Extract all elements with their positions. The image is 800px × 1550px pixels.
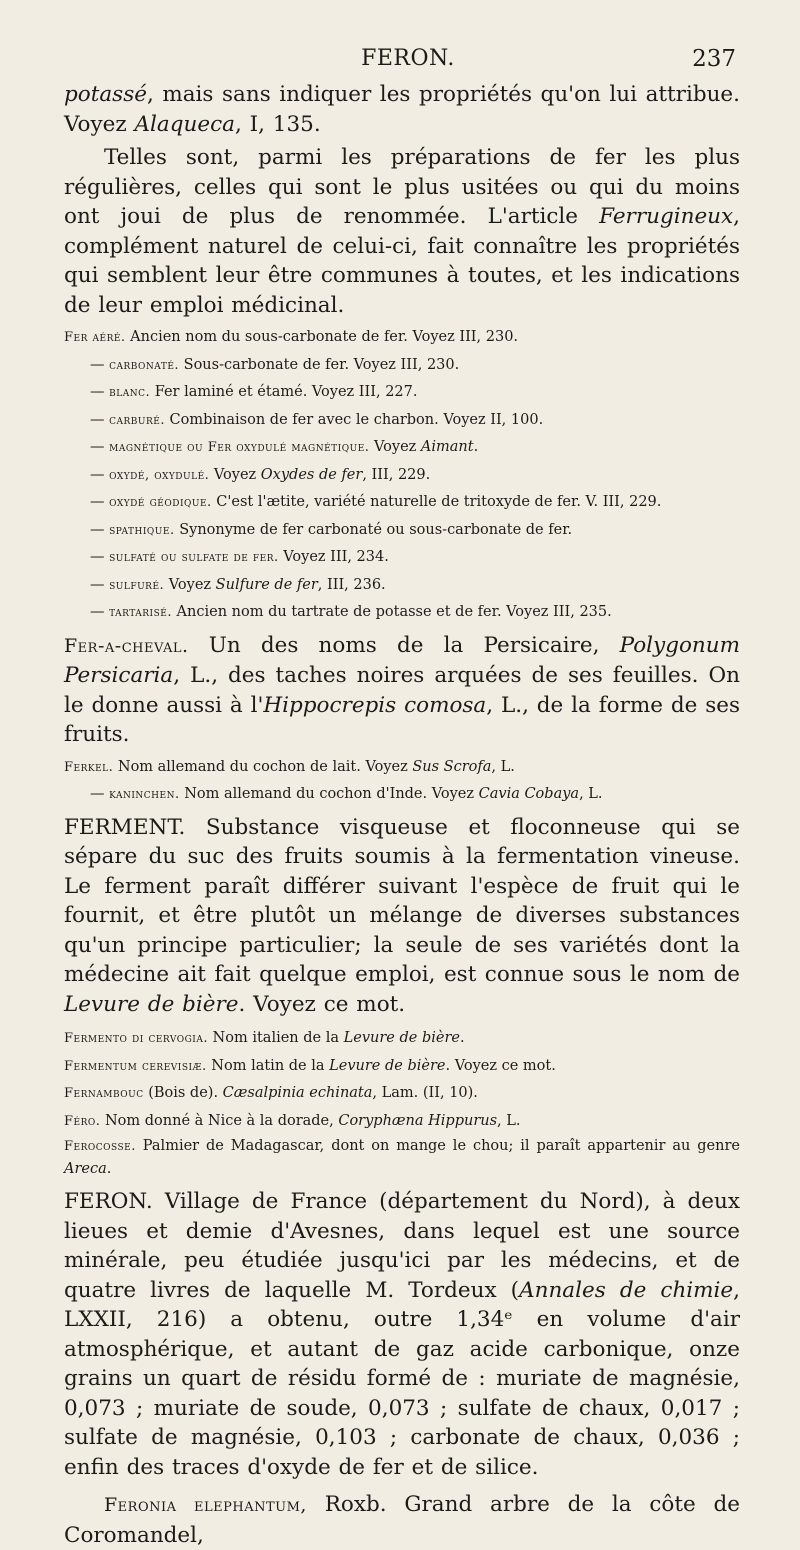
entry-dash: — (90, 356, 105, 373)
entry-fer-oxyde-geodique (64, 489, 740, 517)
paragraph-feronia: Feronia elephantum, Roxb. Grand arbre de la côte de Coromandel, (64, 1492, 740, 1548)
entry-ferkel-kaninchen (64, 781, 740, 809)
entry-fer-oxyde (64, 462, 740, 490)
entry-dash: — (90, 439, 105, 455)
entry-italic: Cavia Cobaya (478, 786, 580, 802)
entry-fero (64, 1108, 740, 1136)
entry-dash: — (90, 384, 105, 400)
entry-text: Voyez III, 234. (278, 549, 389, 565)
entry-fer-sulfure (64, 572, 740, 600)
entry-fer-blanc (64, 379, 740, 407)
entry-fer-aere (64, 324, 740, 352)
entry-fer-magnetique (64, 434, 740, 462)
entry-italic: Cæsalpinia echinata (222, 1085, 373, 1101)
entry-italic: Aimant (420, 439, 474, 455)
entry-tail: , L. (491, 758, 515, 775)
entry-head: Fermento di cervogia. (64, 1031, 208, 1046)
entry-head: sulfuré. (109, 577, 165, 593)
entry-head: oxydé, oxydulé. (109, 467, 210, 483)
entry-fer-carbure (64, 407, 740, 435)
entry-text: Sous-carbonate de fer. Voyez III, 230. (179, 356, 460, 373)
body-text (64, 80, 740, 1550)
entry-tail: , L. (579, 786, 603, 802)
entry-head: Ferocosse. (64, 1139, 136, 1154)
entry-head: magnétique ou Fer oxydulé magnétique. (109, 440, 370, 455)
ferment-entries (64, 1025, 740, 1181)
entry-head: tartarisé. (109, 605, 172, 620)
page-number: 237 (692, 46, 736, 72)
entry-head: Fer aéré. (64, 330, 126, 345)
entry-italic: Levure de bière (329, 1057, 446, 1074)
entry-text: Voyez (369, 439, 421, 455)
entry-head: carbonaté. (109, 357, 180, 373)
entry-head: Fernambouc (64, 1086, 144, 1101)
entry-dash: — (90, 411, 105, 428)
entry-head: spathique. (109, 522, 175, 538)
entry-head: kaninchen. (109, 787, 180, 802)
paragraph-fer-a-cheval: Fer-a-cheval. Un des noms de la Persicaire, Polygonum Persicaria, L., des taches noires arquées de ses feuilles. On le donne aussi à l'Hippocrepis comosa, L., de la forme de ses fruits. (64, 632, 740, 747)
entry-dash: — (90, 549, 105, 565)
entry-tail: , III, 229. (362, 466, 431, 483)
entry-head: carburé. (109, 412, 165, 428)
entry-ferocosse (64, 1135, 740, 1181)
entry-text: (Bois de). (143, 1085, 223, 1101)
entry-tail: . Voyez ce mot. (445, 1057, 556, 1074)
entry-text: Ancien nom du sous-carbonate de fer. Voyez III, 230. (125, 329, 519, 345)
entry-head: Fermentum cerevisiæ. (64, 1058, 207, 1074)
entry-dash: — (90, 521, 105, 538)
entry-head: sulfaté ou sulfate de fer. (109, 550, 279, 565)
entry-text: Nom allemand du cochon de lait. Voyez (113, 758, 413, 775)
entry-tail: , III, 236. (317, 576, 386, 593)
paragraph-preparations: Telles sont, parmi les préparations de fer les plus régulières, celles qui sont le plus usitées ou qui du moins ont joui de plus de renommée. L'article Ferrugineux, complément naturel de celui-ci, fait connaître les propriétés qui semblent leur être communes à toutes, et les indications de leur emploi médicinal. (64, 145, 740, 318)
entry-italic: Oxydes de fer (260, 466, 363, 483)
entry-head: Fer-a-cheval. (64, 634, 189, 657)
entry-text: Voyez (164, 576, 216, 593)
entry-fer-sulfate (64, 544, 740, 572)
entry-text: Nom donné à Nice à la dorade, (100, 1112, 339, 1129)
entry-fer-carbonate (64, 352, 740, 380)
entry-text: Voyez (209, 466, 261, 483)
entry-fer-spathique (64, 517, 740, 545)
entry-text: Nom latin de la (206, 1057, 330, 1074)
entry-italic: Areca (64, 1161, 107, 1177)
entry-head: Ferkel. (64, 759, 114, 775)
entry-head: Feronia elephantum, (104, 1494, 307, 1516)
entry-text: Combinaison de fer avec le charbon. Voyez II, 100. (164, 411, 544, 428)
entry-tail: , Lam. (II, 10). (372, 1085, 478, 1101)
entry-text: Nom italien de la (207, 1030, 344, 1046)
entry-fermentum (64, 1053, 740, 1081)
entry-head: blanc. (109, 385, 151, 400)
entry-tail: . (473, 439, 479, 455)
header-title: FERON. (361, 46, 455, 71)
entry-fernambouc (64, 1080, 740, 1108)
entry-text: Nom allemand du cochon d'Inde. Voyez (179, 786, 479, 802)
entry-ferkel (64, 754, 740, 782)
entry-italic: Sus Scrofa (412, 758, 492, 775)
entry-italic: Coryphæna Hippurus (338, 1112, 498, 1129)
entry-head: FERON. (64, 1189, 153, 1214)
fer-entries (64, 324, 740, 627)
entry-head: FERMENT. (64, 814, 186, 840)
entry-tail: , L. (497, 1112, 521, 1129)
entry-dash: — (90, 494, 105, 510)
entry-dash: — (90, 466, 105, 483)
entry-text: Synonyme de fer carbonaté ou sous-carbonate de fer. (174, 521, 573, 538)
entry-text: C'est l'ætite, variété naturelle de tritoxyde de fer. V. III, 229. (211, 494, 662, 510)
entry-text: Ancien nom du tartrate de potasse et de fer. Voyez III, 235. (171, 604, 612, 620)
paragraph-ferment: FERMENT. Substance visqueuse et floconneuse qui se sépare du suc des fruits soumis à la fermentation vineuse. Le ferment paraît différer suivant l'espèce de fruit qui le fournit, et être plutôt un mélange de diverses substances qu'un principe particulier; la seule de ses variétés dont la médecine ait fait quelque emploi, est connue sous le nom de Levure de bière. Voyez ce mot. (64, 814, 740, 1017)
entry-head: oxydé géodique. (109, 495, 212, 510)
entry-fer-tartarise (64, 599, 740, 627)
entry-dash: — (90, 786, 105, 802)
ferkel-entries (64, 754, 740, 809)
entry-tail: . (106, 1161, 112, 1177)
entry-text: Fer laminé et étamé. Voyez III, 227. (150, 384, 418, 400)
entry-italic: Sulfure de fer (215, 576, 318, 593)
entry-italic: Levure de bière (343, 1030, 460, 1046)
entry-fermento (64, 1025, 740, 1053)
entry-head: Féro. (64, 1113, 101, 1129)
paragraph-feron: FERON. Village de France (département du Nord), à deux lieues et demie d'Avesnes, dans lequel est une source minérale, peu étudiée jusqu'ici par les médecins, et de quatre livres de laquelle M. Tordeux (Annales de chimie, LXXII, 216) a obtenu, outre 1,34ᵉ en volume d'air atmosphérique, et autant de gaz acide carbonique, onze grains un quart de résidu formé de : muriate de magnésie, 0,073 ; muriate de soude, 0,073 ; sulfate de chaux, 0,017 ; sulfate de magnésie, 0,103 ; carbonate de chaux, 0,036 ; enfin des traces d'oxyde de fer et de silice. (64, 1189, 740, 1480)
paragraph-potasse: potassé, mais sans indiquer les propriétés qu'on lui attribue. Voyez Alaqueca, I, 135. (64, 82, 740, 137)
entry-tail: . (459, 1030, 465, 1046)
entry-dash: — (90, 576, 105, 593)
entry-dash: — (90, 604, 105, 620)
running-header (76, 46, 740, 80)
entry-text: Palmier de Madagascar, dont on mange le chou; il paraît appartenir au genre (135, 1138, 740, 1154)
